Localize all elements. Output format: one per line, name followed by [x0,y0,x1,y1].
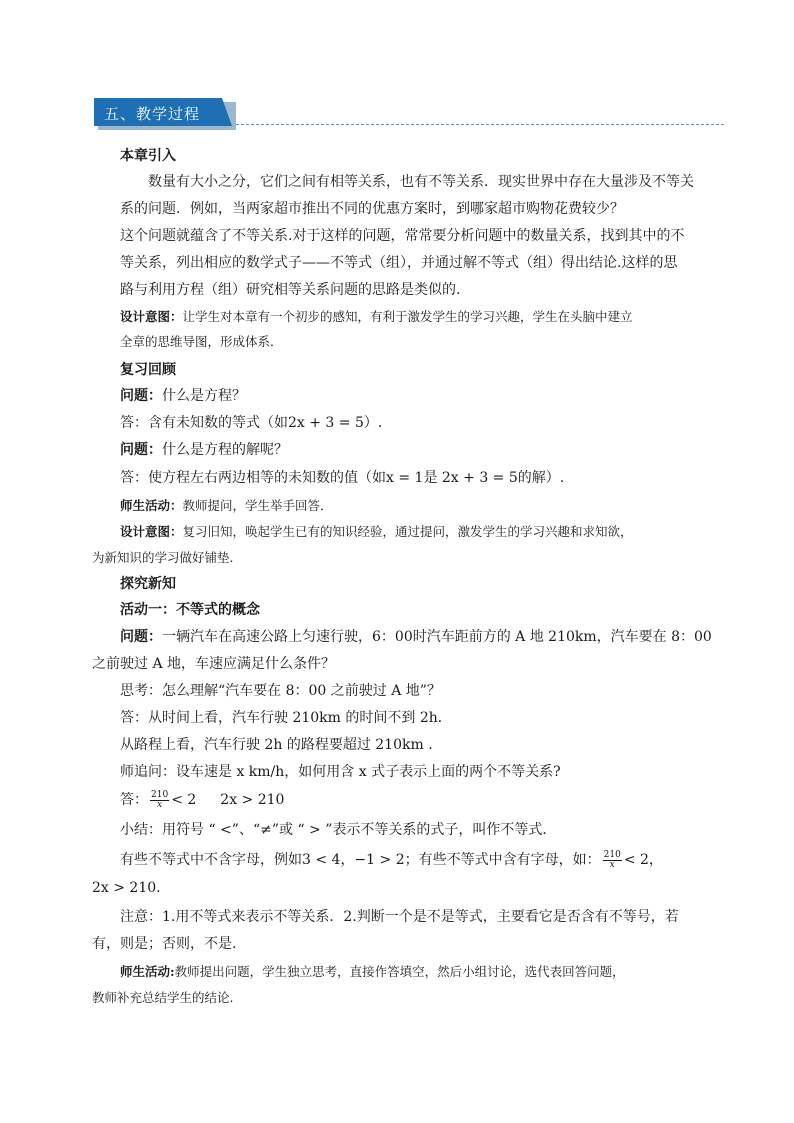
math-expression: 2x + 3 = 5 [288,415,364,431]
review-heading: 复习回顾 [120,362,176,378]
answer-text: 是 [423,470,442,486]
activity-text: 教师提问，学生举手回答． [182,498,333,513]
explore-question: 之前驶过 A 地，车速应满足什么条件？ [92,656,336,672]
intro-paragraph-line: 系的问题．例如，当两家超市推出不同的优惠方案时，到哪家超市购物花费较少？ [120,201,624,217]
math-expression: 2x > 210 [220,792,285,808]
think-prompt: 思考：怎么理解“汽车要在 8：00 之前驶过 A 地”？ [120,683,441,699]
intro-heading: 本章引入 [120,148,176,164]
math-expression: 2x + 3 = 5 [441,470,518,486]
intro-design-note [120,307,633,327]
answer-line: 答：从时间上看，汽车行驶 210km 的时间不到 2h． [120,710,452,726]
answer-text: 答：使方程左右两边相等的未知数的值（如 [120,470,386,486]
intro-design-note: 全章的思维导图，形成体系． [120,334,283,349]
example-text: 有些不等式中不含字母，例如 [120,852,302,868]
intro-paragraph-line: 数量有大小之分，它们之间有相等关系，也有不等关系．现实世界中存在大量涉及不等关 [148,174,694,190]
activity-label: 师生活动： [120,498,183,513]
review-answer [120,468,564,488]
design-label: 设计意图： [120,524,183,539]
example-line: 2x > 210. [92,880,161,896]
example-text: ；有些不等式中含有字母，如： [404,852,601,868]
review-design-note: 为新知识的学习做好铺垫. [92,550,234,565]
review-question [120,440,288,460]
math-expression: < 2， [623,852,663,868]
intro-paragraph-line: 这个问题就蕴含了不等关系.对于这样的问题，常常要分析问题中的数量关系，找到其中的不 [120,228,685,244]
explore-activity [120,962,625,982]
review-activity [120,496,333,516]
question-label: 问题： [120,388,162,404]
answer-text: 的解）. [517,470,565,486]
question-label: 问题： [120,629,162,645]
explore-activity: 教师补充总结学生的结论. [92,990,234,1005]
fraction [603,851,622,870]
fraction-denominator: x [157,799,163,810]
answer-label: 答： [120,792,148,808]
activity-title: 活动一：不等式的概念 [120,602,260,618]
math-expression: < 2 [171,792,197,808]
note-line: 注意：1.用不等式来表示不等关系．2.判断一个是不是等式，主要看它是否含有不等号，若 [120,909,679,925]
design-text: 让学生对本章有一个初步的感知，有利于激发学生的学习兴趣，学生在头脑中建立 [182,309,633,324]
explore-question [120,627,712,647]
question-label: 问题： [120,442,162,458]
follow-up-question: 师追问：设车速是 x km/h，如何用含 x 式子表示上面的两个不等关系? [120,764,561,780]
review-answer [120,413,382,433]
review-question [120,386,246,406]
design-label: 设计意图： [120,309,183,324]
intro-paragraph-line: 路与利用方程（组）研究相等关系问题的思路是类似的. [120,282,461,298]
activity-label: 师生活动: [120,964,175,979]
answer-text: 答：含有未知数的等式（如 [120,415,288,431]
fraction-numerator: 210 [603,849,621,860]
answer-math [120,790,284,810]
activity-text: 教师提出问题，学生独立思考，直接作答填空，然后小组讨论，选代表回答问题， [174,964,625,979]
math-expression: 3 < 4，−1 > 2 [302,852,405,868]
section-divider [236,124,724,125]
question-text: 一辆汽车在高速公路上匀速行驶，6：00时汽车距前方的 A 地 210km，汽车要在 8：00 [162,629,712,645]
math-expression: x = 1 [386,470,424,486]
intro-paragraph-line: 等关系，列出相应的数学式子——不等式（组），并通过解不等式（组）得出结论.这样的思 [120,255,678,271]
question-text: 什么是方程？ [162,388,246,404]
note-line: 有，则是；否则，不是. [92,936,237,952]
summary-line: 小结：用符号 “ <”、“≠”或 “ > ”表示不等关系的式子，叫作不等式． [120,822,557,838]
answer-line: 从路程上看，汽车行驶 2h 的路程要超过 210km . [120,737,433,753]
fraction-denominator: x [609,859,615,870]
answer-text: ）. [363,415,383,431]
fraction [150,791,169,810]
question-text: 什么是方程的解呢？ [162,442,288,458]
section-banner [94,98,236,130]
explore-heading: 探究新知 [120,576,176,592]
review-design-note [120,522,633,542]
fraction-numerator: 210 [151,789,169,800]
design-text: 复习旧知，唤起学生已有的知识经验，通过提问，激发学生的学习兴趣和求知欲， [182,524,633,539]
section-title: 五、教学过程 [104,105,201,123]
example-line [120,850,663,870]
